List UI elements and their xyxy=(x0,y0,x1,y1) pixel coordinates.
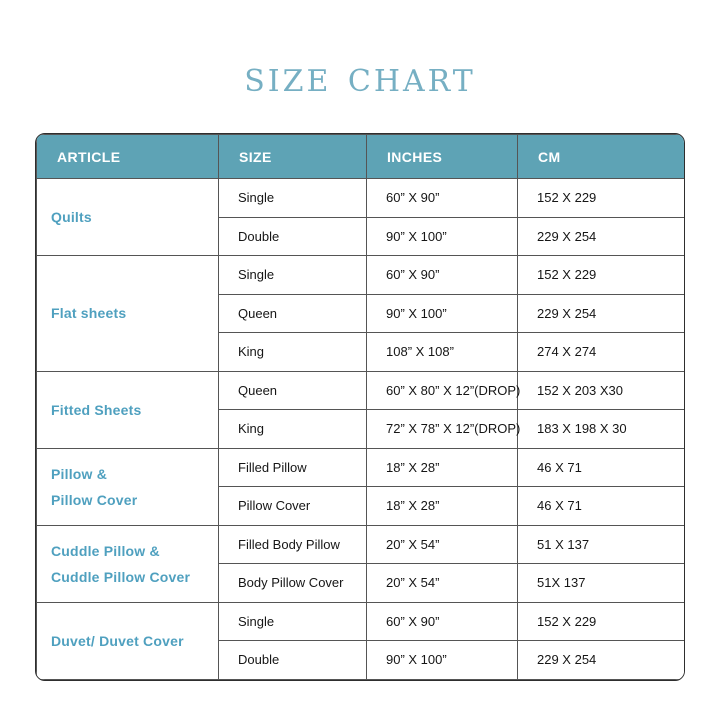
inches-cell: 108” X 108” xyxy=(367,333,518,372)
size-cell: Single xyxy=(219,256,367,295)
table-row xyxy=(37,448,685,487)
inches-cell: 72” X 78” X 12”(DROP) xyxy=(367,410,518,449)
column-header-article: ARTICLE xyxy=(37,135,219,179)
cm-cell: 46 X 71 xyxy=(518,448,685,487)
cm-cell: 152 X 229 xyxy=(518,256,685,295)
inches-cell: 18” X 28” xyxy=(367,448,518,487)
size-cell: Queen xyxy=(219,294,367,333)
cm-cell: 152 X 229 xyxy=(518,602,685,641)
column-header-cm: CM xyxy=(518,135,685,179)
article-label: Cuddle Pillow Cover xyxy=(51,568,191,585)
table-row xyxy=(37,179,685,218)
article-label: Cuddle Pillow & xyxy=(51,542,160,559)
cm-cell: 46 X 71 xyxy=(518,487,685,526)
article-cell-duvet xyxy=(37,602,219,679)
cm-cell: 51 X 137 xyxy=(518,525,685,564)
header-row xyxy=(37,135,685,179)
table-row xyxy=(37,371,685,410)
article-label: Flat sheets xyxy=(51,305,127,322)
size-cell: Single xyxy=(219,179,367,218)
cm-cell: 152 X 229 xyxy=(518,179,685,218)
article-label: Pillow Cover xyxy=(51,491,138,508)
table-row xyxy=(37,256,685,295)
size-cell: Body Pillow Cover xyxy=(219,564,367,603)
inches-cell: 20” X 54” xyxy=(367,564,518,603)
cm-cell: 183 X 198 X 30 xyxy=(518,410,685,449)
cm-cell: 274 X 274 xyxy=(518,333,685,372)
size-cell: Queen xyxy=(219,371,367,410)
column-header-inches: INCHES xyxy=(367,135,518,179)
inches-cell: 90” X 100” xyxy=(367,217,518,256)
column-header-size: SIZE xyxy=(219,135,367,179)
cm-cell: 152 X 203 X30 xyxy=(518,371,685,410)
article-cell-cuddle-pillow xyxy=(37,525,219,602)
inches-cell: 60” X 90” xyxy=(367,602,518,641)
size-cell: Double xyxy=(219,217,367,256)
article-label: Quilts xyxy=(51,209,92,225)
cm-cell: 229 X 254 xyxy=(518,217,685,256)
size-cell: King xyxy=(219,410,367,449)
inches-cell: 90” X 100” xyxy=(367,641,518,680)
cm-cell: 51X 137 xyxy=(518,564,685,603)
cm-cell: 229 X 254 xyxy=(518,641,685,680)
size-cell: Filled Body Pillow xyxy=(219,525,367,564)
size-cell: Pillow Cover xyxy=(219,487,367,526)
article-label: Duvet/ Duvet Cover xyxy=(51,632,184,649)
size-cell: Double xyxy=(219,641,367,680)
article-cell-fitted-sheets xyxy=(37,371,219,448)
table-row xyxy=(37,525,685,564)
inches-cell: 60” X 90” xyxy=(367,256,518,295)
inches-cell: 60” X 90” xyxy=(367,179,518,218)
size-cell: Filled Pillow xyxy=(219,448,367,487)
article-cell-pillow xyxy=(37,448,219,525)
table-row xyxy=(37,602,685,641)
size-cell: Single xyxy=(219,602,367,641)
page-title: SIZE CHART xyxy=(244,64,476,99)
size-cell: King xyxy=(219,333,367,372)
cm-cell: 229 X 254 xyxy=(518,294,685,333)
article-label: Fitted Sheets xyxy=(51,401,142,418)
article-label: Pillow & xyxy=(51,465,108,482)
article-cell-quilts xyxy=(37,179,219,256)
size-table xyxy=(36,134,685,680)
inches-cell: 90” X 100” xyxy=(367,294,518,333)
inches-cell: 18” X 28” xyxy=(367,487,518,526)
inches-cell: 20” X 54” xyxy=(367,525,518,564)
size-chart-table xyxy=(35,133,685,681)
article-cell-flat-sheets xyxy=(37,256,219,372)
inches-cell: 60” X 80” X 12”(DROP) xyxy=(367,371,518,410)
